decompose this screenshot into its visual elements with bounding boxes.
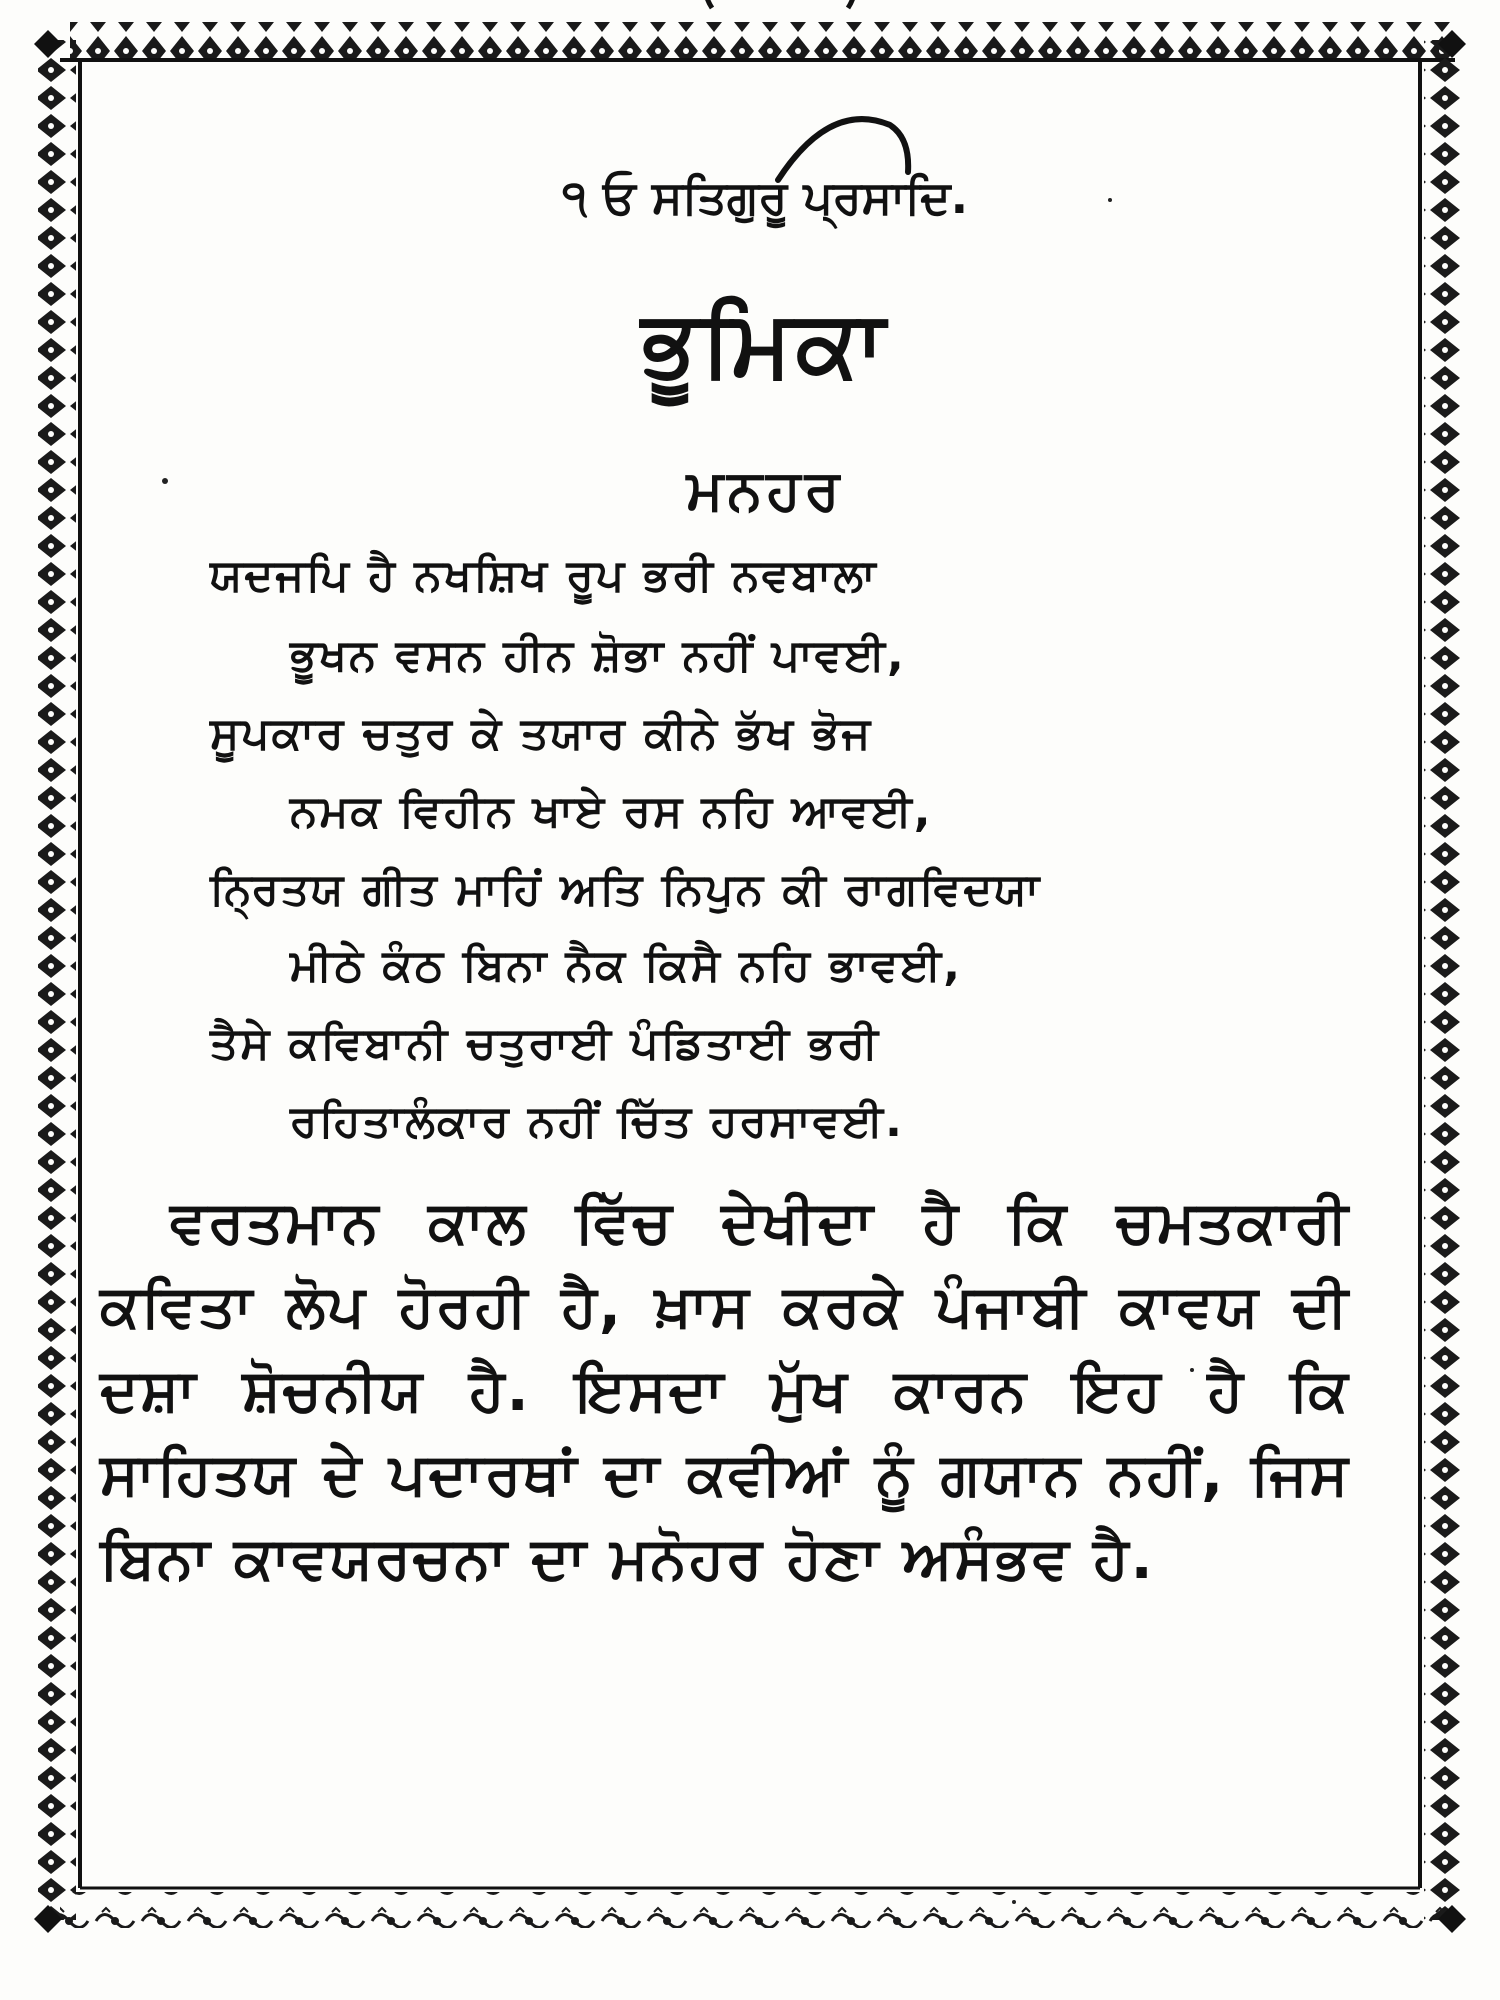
invocation-line: ੧ ਓ ਸਤਿਗੁਰੂ ਪ੍ਰਸਾਦਿ. [561,170,969,224]
ink-speck [1012,1900,1016,1904]
verse-line: ਸੂਪਕਾਰ ਚਤੁਰ ਕੇ ਤਯਾਰ ਕੀਨੇ ਭੱਖ ਭੋਜ [210,708,873,759]
page-title: ਭੂਮਿਕਾ [641,290,889,397]
verse-line: ਰਹਿਤਾਲੰਕਾਰ ਨਹੀਂ ਚਿੱਤ ਹਰਸਾਵਈ. [290,1096,904,1147]
prose-paragraph [100,1180,1350,1600]
verse-line: ਮੀਠੇ ਕੰਠ ਬਿਨਾ ਨੈਕ ਕਿਸੈ ਨਹਿ ਭਾਵਈ, [290,940,962,991]
verse-line: ਨ੍ਰਿਤਯ ਗੀਤ ਮਾਹਿਂ ਅਤਿ ਨਿਪੁਨ ਕੀ ਰਾਗਵਿਦਯਾ [210,864,1042,915]
verse-line: ਭੂਖਨ ਵਸਨ ਹੀਨ ਸ਼ੋਭਾ ਨਹੀਂ ਪਾਵਈ, [290,630,906,681]
verse-line: ਯਦਜਪਿ ਹੈ ਨਖਸ਼ਿਖ ਰੂਪ ਭਰੀ ਨਵਬਾਲਾ [210,550,878,601]
page-content [100,140,1380,1820]
verse-meter-heading: ਮਨਹਰ [686,458,844,523]
page-number-remnant-icon [690,0,870,10]
verse-line: ਤੈਸੇ ਕਵਿਬਾਨੀ ਚਤੁਰਾਈ ਪੰਡਿਤਾਈ ਭਰੀ [210,1018,880,1069]
verse-line: ਨਮਕ ਵਿਹੀਨ ਖਾਏ ਰਸ ਨਹਿ ਆਵਈ, [290,786,933,837]
prose-text: ਵਰਤਮਾਨ ਕਾਲ ਵਿੱਚ ਦੇਖੀਦਾ ਹੈ ਕਿ ਚਮਤਕਾਰੀ ਕਵਿਤਾ ਲੋਪ ਹੋਰਹੀ ਹੈ, ਖ਼ਾਸ ਕਰਕੇ ਪੰਜਾਬੀ ਕਾਵਯ ਦੀ ਦਸ਼ਾ ਸ਼ੋਚਨੀਯ ਹੈ. ਇਸਦਾ ਮੁੱਖ ਕਾਰਨ ਇਹ ਹੈ ਕਿ ਸਾਹਿਤਯ ਦੇ ਪਦਾਰਥਾਂ ਦਾ ਕਵੀਆਂ ਨੂੰ ਗਯਾਨ ਨਹੀਂ, ਜਿਸ ਬਿਨਾ ਕਾਵਯਰਚਨਾ ਦਾ ਮਨੋਹਰ ਹੋਣਾ ਅਸੰਭਵ ਹੈ. [100,1188,1350,1592]
